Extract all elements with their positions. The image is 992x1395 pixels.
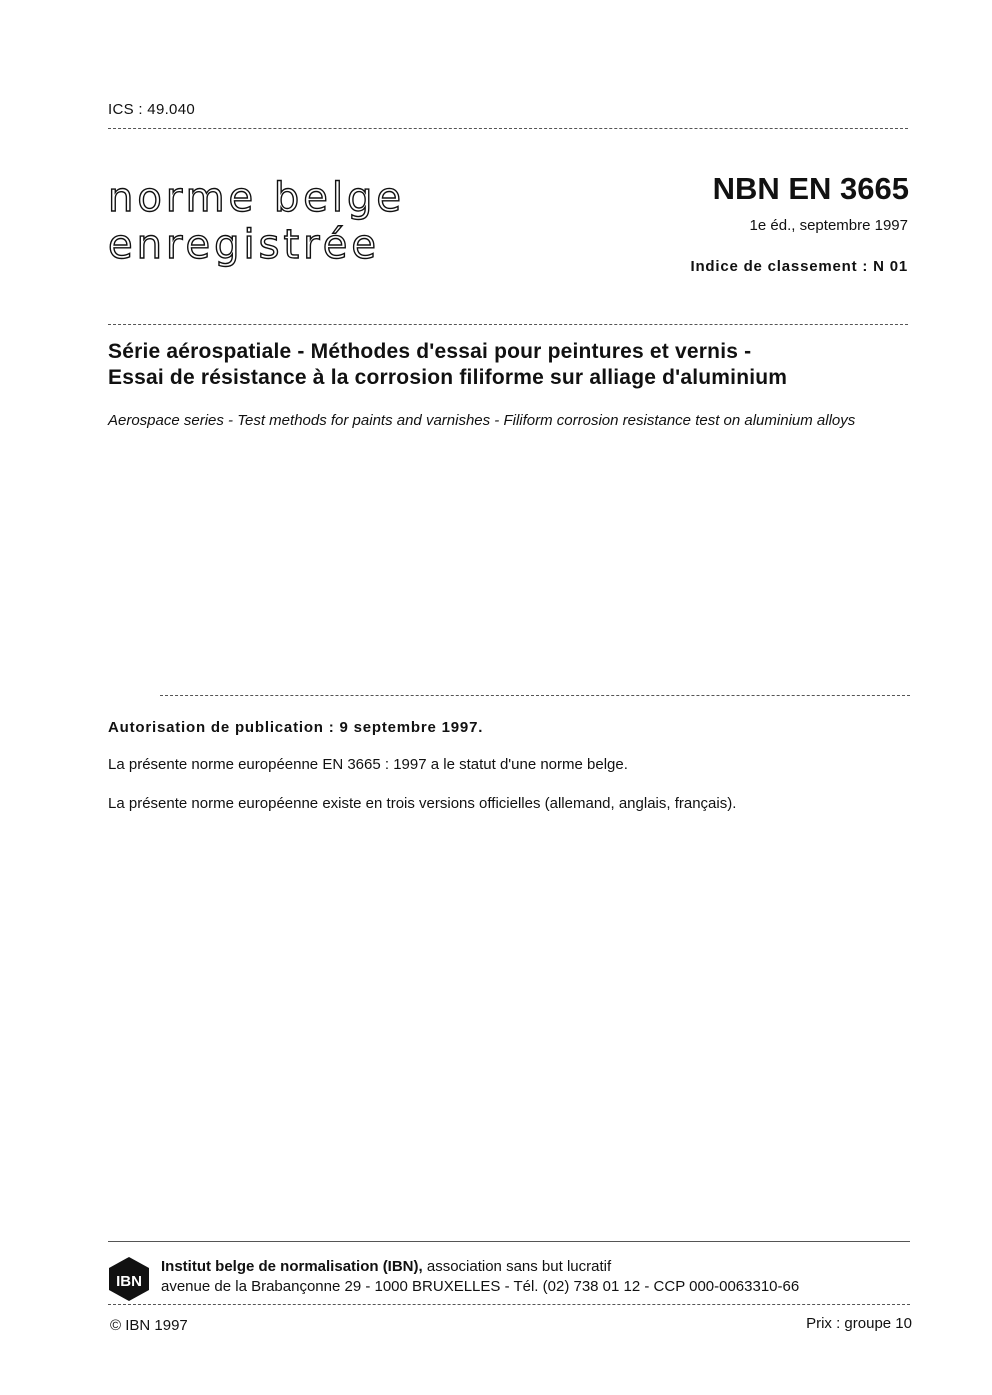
ics-code: ICS : 49.040: [108, 101, 195, 118]
norme-belge-heading: norme belge: [108, 175, 405, 221]
price-group: Prix : groupe 10: [806, 1315, 912, 1332]
classification-index: Indice de classement : N 01: [690, 258, 908, 275]
institute-address: avenue de la Brabançonne 29 - 1000 BRUXELLES - Tél. (02) 738 01 12 - CCP 000-0063310-66: [161, 1278, 800, 1295]
english-title: Aerospace series - Test methods for paints and varnishes - Filiform corrosion resistance test on aluminium alloys: [108, 412, 856, 429]
versions-paragraph: La présente norme européenne existe en trois versions officielles (allemand, anglais, français).: [108, 795, 737, 812]
ibn-logo: [108, 1256, 150, 1302]
copyright: © IBN 1997: [110, 1317, 188, 1334]
institute-info: [161, 1257, 799, 1297]
standard-code: NBN EN 3665: [712, 171, 909, 206]
french-title: [108, 339, 918, 391]
institute-line: [161, 1257, 799, 1277]
ibn-logo-text: IBN: [116, 1273, 142, 1290]
edition-date: 1e éd., septembre 1997: [749, 217, 908, 234]
institute-name: Institut belge de normalisation (IBN),: [161, 1258, 423, 1275]
french-title-line1: Série aérospatiale - Méthodes d'essai pour peintures et vernis -: [108, 340, 752, 363]
enregistree-heading: enregistrée: [108, 222, 380, 268]
publication-authorisation: Autorisation de publication : 9 septembre 1997.: [108, 719, 484, 736]
title-divider: [108, 324, 908, 325]
header-divider: [108, 128, 908, 129]
french-title-line2: Essai de résistance à la corrosion filiforme sur alliage d'aluminium: [108, 366, 788, 389]
footer-divider: [108, 1241, 910, 1242]
institute-description: association sans but lucratif: [422, 1258, 612, 1275]
footer-bottom-divider: [108, 1304, 910, 1305]
status-paragraph: La présente norme européenne EN 3665 : 1997 a le statut d'une norme belge.: [108, 756, 628, 773]
body-divider: [160, 695, 910, 696]
